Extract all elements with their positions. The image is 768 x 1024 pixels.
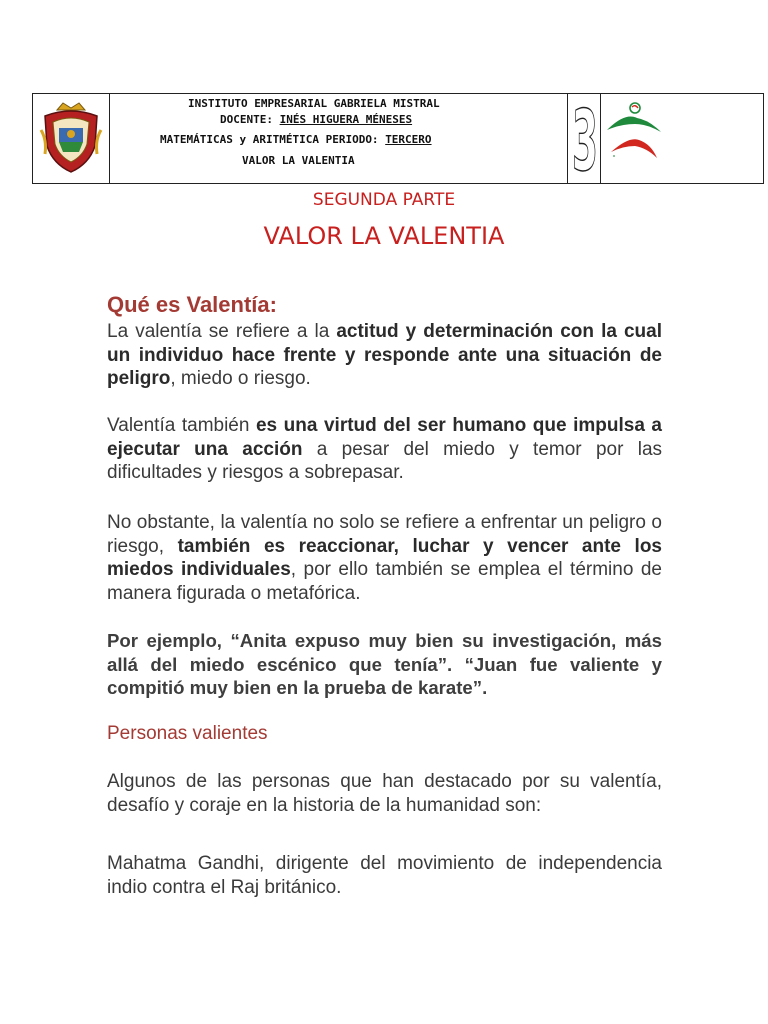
header-table bbox=[32, 92, 764, 190]
text-run: , miedo o riesgo. bbox=[170, 368, 311, 389]
subject-name: MATEMÁTICAS y ARITMÉTICA bbox=[160, 133, 319, 146]
value-line: VALOR LA VALENTIA bbox=[242, 154, 355, 167]
text-run: a pesar del miedo y temor por las dificultades y riesgos a sobrepasar. bbox=[107, 438, 663, 483]
text-run: La valentía se refiere a la bbox=[107, 321, 337, 342]
school-crest-icon bbox=[39, 100, 103, 176]
period-value: TERCERO bbox=[385, 133, 432, 146]
crest-cell bbox=[33, 94, 110, 183]
subject-line bbox=[160, 133, 432, 146]
paragraph-fears bbox=[107, 511, 662, 605]
paragraph-brave-people: Algunos de las personas que han destacado por su valentía, desafío y coraje en la historia de la humanidad son: bbox=[107, 771, 662, 816]
page-title: VALOR LA VALENTIA bbox=[263, 222, 505, 250]
section-title-brave-people: Personas valientes bbox=[107, 723, 268, 744]
institution-name: INSTITUTO EMPRESARIAL GABRIELA MISTRAL bbox=[188, 97, 440, 110]
text-run: Valentía también bbox=[107, 415, 256, 436]
text-run: No obstante, la valentía no solo se refiere a enfrentar un peligro o riesgo, bbox=[107, 512, 662, 557]
bold-run: también es reaccionar, luchar y vencer ante los miedos individuales bbox=[107, 535, 662, 580]
bold-run: actitud y determinación con la cual un individuo hace frente y responde ante una situación de peligro bbox=[107, 321, 662, 389]
header-info-cell bbox=[110, 94, 568, 183]
number-three-outline bbox=[570, 92, 600, 190]
logo-cell bbox=[601, 94, 763, 183]
teacher-line bbox=[220, 113, 412, 126]
paragraph-gandhi: Mahatma Gandhi, dirigente del movimiento de independencia indio contra el Raj británico. bbox=[107, 853, 662, 898]
svg-text:3: 3 bbox=[572, 92, 598, 190]
paragraph-virtue bbox=[107, 414, 662, 485]
section-heading: Qué es Valentía: bbox=[107, 292, 277, 317]
period-label: PERIODO: bbox=[325, 133, 379, 146]
number-cell bbox=[568, 92, 601, 190]
bold-run: es una virtud del ser humano que impulsa a ejecutar una acción bbox=[107, 415, 662, 460]
paragraph-example: Por ejemplo, “Anita expuso muy bien su investigación, más allá del miedo escénico que tenía”. “Juan fue valiente y compitió muy bien en la prueba de karate”. bbox=[107, 630, 662, 698]
teacher-name: INÉS HIGUERA MÉNESES bbox=[279, 113, 413, 126]
teacher-label: DOCENTE: bbox=[220, 113, 273, 126]
text-run: , por ello también se emplea el término de manera figurada o metafórica. bbox=[107, 559, 662, 604]
page-subtitle: SEGUNDA PARTE bbox=[312, 190, 456, 210]
paragraph-definition bbox=[107, 320, 662, 391]
institute-logo-icon bbox=[605, 96, 665, 166]
